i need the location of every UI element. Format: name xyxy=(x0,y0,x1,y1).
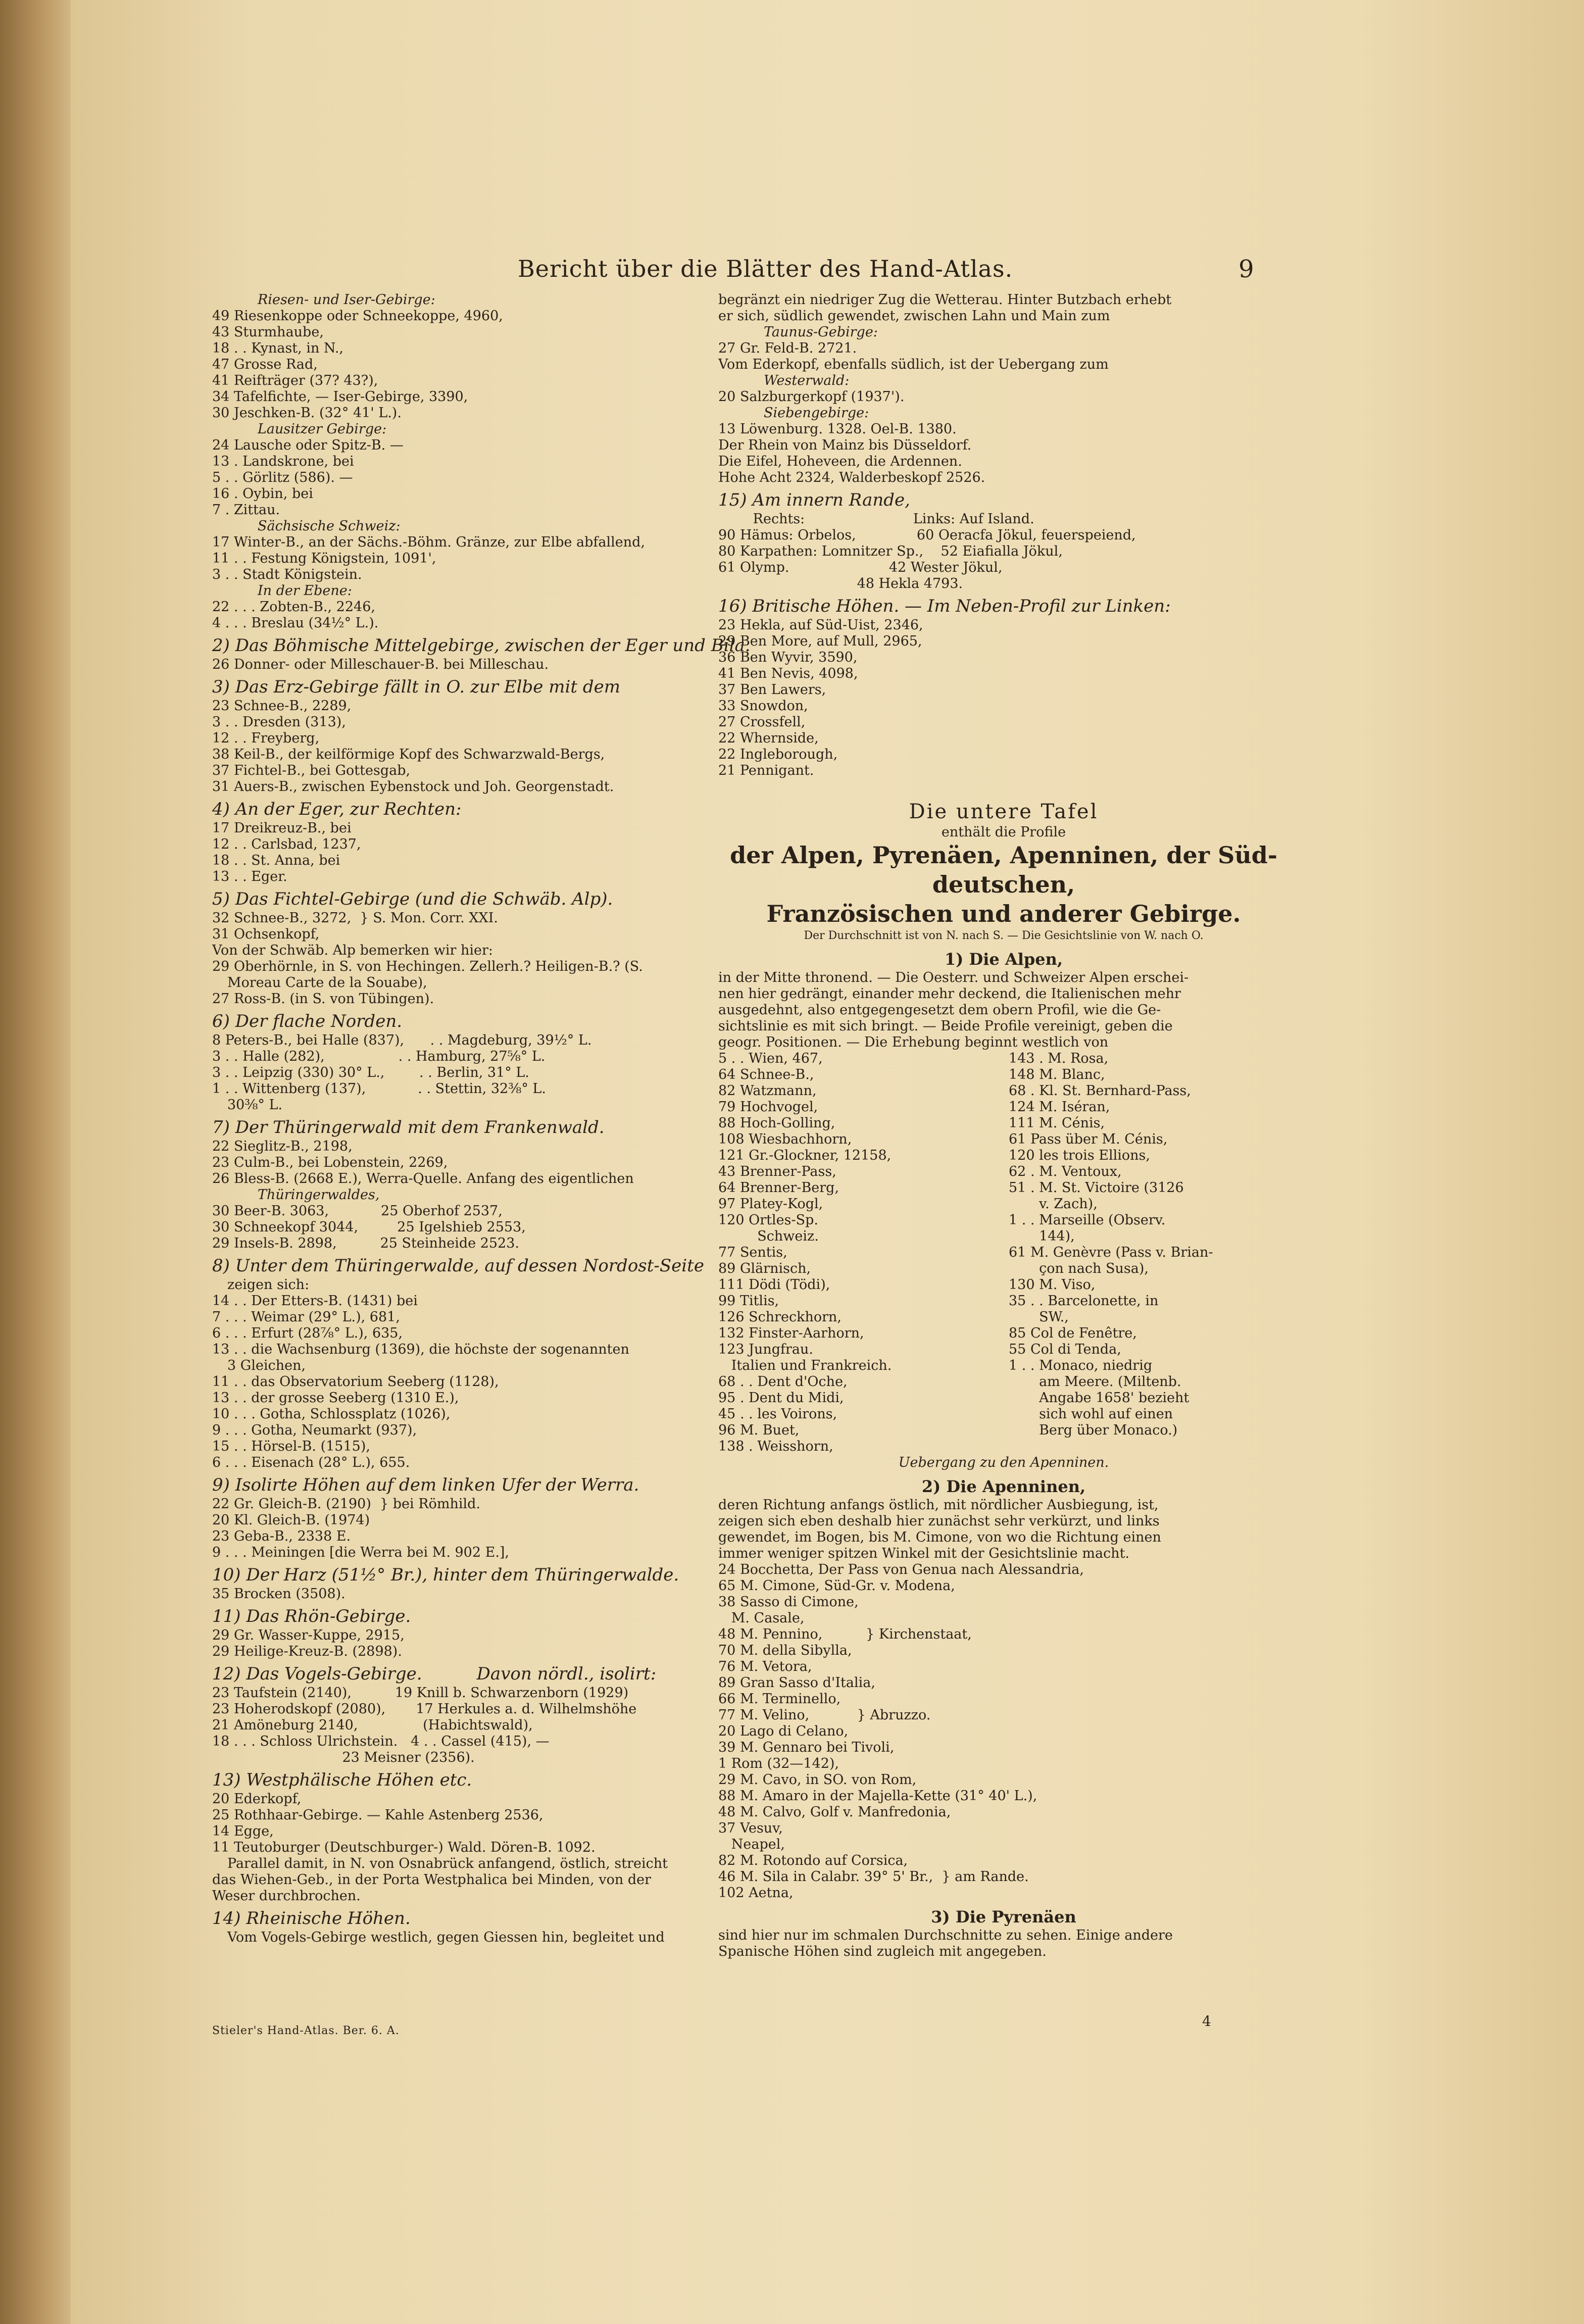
list-item: 39 M. Gennaro bei Tivoli, xyxy=(718,1740,895,1755)
text-line: das Wiehen-Geb., in der Porta Westphalica bei Minden, von der xyxy=(212,1872,651,1888)
book-spine-shadow xyxy=(0,0,71,2324)
list-item: Berg über Monaco.) xyxy=(1009,1422,1178,1438)
text-line: 23 Culm-B., bei Lobenstein, 2269, xyxy=(212,1155,448,1170)
text-line: 4 . . . Breslau (34½° L.). xyxy=(212,615,379,631)
list-item: 61 M. Genèvre (Pass v. Brian- xyxy=(1009,1245,1213,1260)
text-line: sind hier nur im schmalen Durchschnitte zu sehen. Einige andere xyxy=(718,1927,1173,1943)
text-line: 18 . . Kynast, in N., xyxy=(212,340,343,356)
text-line: ausgedehnt, also entgegengesetzt dem obern Profil, wie die Ge- xyxy=(718,1002,1161,1018)
list-item: 97 Platey-Kogl, xyxy=(718,1196,823,1212)
text-line: 11 . . Festung Königstein, 1091', xyxy=(212,551,436,566)
text-line: 9) Isolirte Höhen auf dem linken Ufer der Werra. xyxy=(212,1475,639,1495)
text-line: Sächsische Schweiz: xyxy=(258,518,401,534)
text-line: 1 . . Wittenberg (137), . . Stettin, 32⅜° L. xyxy=(212,1081,546,1097)
text-line: 26 Bless-B. (2668 E.), Werra-Quelle. Anfang des eigentlichen xyxy=(212,1171,634,1186)
text-line: 22 Gr. Gleich-B. (2190) } bei Römhild. xyxy=(212,1496,480,1512)
list-item: 37 Vesuv, xyxy=(718,1820,783,1836)
text-line: Riesen- und Iser-Gebirge: xyxy=(258,292,435,308)
apenninen-heading: 2) Die Apenninen, xyxy=(921,1477,1086,1496)
list-item: 20 Lago di Celano, xyxy=(718,1723,849,1739)
list-item: 65 M. Cimone, Süd-Gr. v. Modena, xyxy=(718,1578,955,1594)
tafel-subline: enthält die Profile xyxy=(941,824,1066,840)
alpen-list-right xyxy=(1009,1051,1289,1455)
text-line: 7 . Zittau. xyxy=(212,502,280,518)
text-line: 18 . . St. Anna, bei xyxy=(212,853,340,868)
list-item: 89 Glärnisch, xyxy=(718,1261,811,1276)
text-line: 61 Olymp. 42 Wester Jökul, xyxy=(718,560,1003,575)
text-line: 27 Ross-B. (in S. von Tübingen). xyxy=(212,991,434,1007)
text-line: 29 Gr. Wasser-Kuppe, 2915, xyxy=(212,1627,405,1643)
left-column xyxy=(212,292,773,1946)
list-item: gewendet, im Bogen, bis M. Cimone, von wo die Richtung einen xyxy=(718,1529,1161,1545)
text-line: Spanische Höhen sind zugleich mit angegeben. xyxy=(718,1944,1047,1959)
page-number: 9 xyxy=(1239,255,1254,283)
text-line: 10) Der Harz (51½° Br.), hinter dem Thüringerwalde. xyxy=(212,1565,679,1585)
text-line: 13) Westphälische Höhen etc. xyxy=(212,1770,472,1790)
list-item: 82 Watzmann, xyxy=(718,1083,817,1099)
text-line: 11 Teutoburger (Deutschburger-) Wald. Dören-B. 1092. xyxy=(212,1840,596,1855)
text-line: 13 Löwenburg. 1328. Oel-B. 1380. xyxy=(718,421,957,437)
list-item: 126 Schreckhorn, xyxy=(718,1309,842,1325)
list-item: 123 Jungfrau. xyxy=(718,1342,813,1357)
text-line: 2) Das Böhmische Mittelgebirge, zwischen der Eger und Bila. xyxy=(212,635,751,656)
text-line: 22 Whernside, xyxy=(718,730,819,746)
text-line: 80 Karpathen: Lomnitzer Sp., 52 Eiafialla Jökul, xyxy=(718,543,1063,559)
text-line: 18 . . . Schloss Ulrichstein. 4 . . Cassel (415), — xyxy=(212,1734,550,1749)
text-line: 20 Ederkopf, xyxy=(212,1791,302,1807)
text-line: Von der Schwäb. Alp bemerken wir hier: xyxy=(212,943,493,958)
text-line: 22 Ingleborough, xyxy=(718,747,838,762)
footer-signature: Stieler's Hand-Atlas. Ber. 6. A. xyxy=(212,2024,400,2037)
text-line: 14 . . Der Etters-B. (1431) bei xyxy=(212,1293,418,1309)
atlas-page xyxy=(71,0,1584,2324)
list-item: 1 . . Monaco, niedrig xyxy=(1009,1358,1153,1373)
list-item: 111 M. Cénis, xyxy=(1009,1115,1105,1131)
list-item: çon nach Susa), xyxy=(1009,1261,1149,1276)
list-item: 77 M. Velino, } Abruzzo. xyxy=(718,1707,931,1723)
text-line: begränzt ein niedriger Zug die Wetterau. Hinter Butzbach erhebt xyxy=(718,292,1172,308)
text-line: 3 Gleichen, xyxy=(227,1358,306,1373)
text-line: 13 . . der grosse Seeberg (1310 E.), xyxy=(212,1390,459,1406)
text-line: Siebengebirge: xyxy=(764,405,869,421)
text-line: 11) Das Rhön-Gebirge. xyxy=(212,1606,411,1626)
text-line: 26 Donner- oder Milleschauer-B. bei Milleschau. xyxy=(212,657,549,672)
text-line: 23 Hoherodskopf (2080), 17 Herkules a. d. Wilhelmshöhe xyxy=(212,1701,637,1717)
text-line: 17 Winter-B., an der Sächs.-Böhm. Gränze, zur Elbe abfallend, xyxy=(212,534,646,550)
text-line: 12 . . Freyberg, xyxy=(212,730,320,746)
text-line: 3 . . Halle (282), . . Hamburg, 27⅝° L. xyxy=(212,1049,546,1064)
text-line: 33 Snowdon, xyxy=(718,698,808,714)
list-item: v. Zach), xyxy=(1009,1196,1098,1212)
text-line: 38 Keil-B., der keilförmige Kopf des Schwarzwald-Bergs, xyxy=(212,747,605,762)
text-line: 13 . . die Wachsenburg (1369), die höchste der sogenannten xyxy=(212,1342,629,1357)
list-item: 148 M. Blanc, xyxy=(1009,1067,1105,1082)
text-line: Weser durchbrochen. xyxy=(212,1888,361,1904)
list-item: Italien und Frankreich. xyxy=(718,1358,892,1373)
text-line: 41 Reifträger (37? 43?), xyxy=(212,373,378,388)
text-line: 13 . . Eger. xyxy=(212,869,287,884)
text-line: 20 Salzburgerkopf (1937'). xyxy=(718,389,905,405)
text-line: 3 . . Leipzig (330) 30° L., . . Berlin, 31° L. xyxy=(212,1065,529,1080)
list-item: 35 . . Barcelonette, in xyxy=(1009,1293,1159,1309)
list-item: immer weniger spitzen Winkel mit der Gesichtslinie macht. xyxy=(718,1546,1130,1561)
text-line: 37 Ben Lawers, xyxy=(718,682,826,698)
list-item: 62 . M. Ventoux, xyxy=(1009,1164,1122,1179)
list-item: 88 M. Amaro in der Majella-Kette (31° 40' L.), xyxy=(718,1788,1037,1804)
list-item: 144), xyxy=(1009,1228,1075,1244)
list-item: 29 M. Cavo, in SO. von Rom, xyxy=(718,1772,917,1788)
text-line: 29 Insels-B. 2898, 25 Steinheide 2523. xyxy=(212,1235,520,1251)
list-item: 79 Hochvogel, xyxy=(718,1099,818,1115)
page-title: Bericht über die Blätter des Hand-Atlas. xyxy=(518,255,1013,282)
text-line: 31 Ochsenkopf, xyxy=(212,926,320,942)
footer-sheet-number: 4 xyxy=(1202,2013,1211,2030)
tafel-heading: Die untere Tafel xyxy=(909,800,1099,823)
text-line: 15 . . Hörsel-B. (1515), xyxy=(212,1439,370,1454)
list-item: 5 . . Wien, 467, xyxy=(718,1051,823,1066)
text-line: 8) Unter dem Thüringerwalde, auf dessen Nordost-Seite xyxy=(212,1256,704,1276)
text-line: Hohe Acht 2324, Walderbeskopf 2526. xyxy=(718,470,985,485)
text-line: 43 Sturmhaube, xyxy=(212,324,324,340)
text-line: 25 Rothhaar-Gebirge. — Kahle Astenberg 2536, xyxy=(212,1807,543,1823)
list-item: 95 . Dent du Midi, xyxy=(718,1390,844,1406)
list-item: 96 M. Buet, xyxy=(718,1422,800,1438)
text-line: 23 Geba-B., 2338 E. xyxy=(212,1528,351,1544)
text-line: 22 . . . Zobten-B., 2246, xyxy=(212,599,375,615)
text-line: 23 Meisner (2356). xyxy=(212,1750,475,1765)
text-line: 6) Der flache Norden. xyxy=(212,1011,403,1031)
text-line: sichtslinie es mit sich bringt. — Beide Profile vereinigt, geben die xyxy=(718,1018,1173,1034)
list-item: 99 Titlis, xyxy=(718,1293,779,1309)
list-item: 89 Gran Sasso d'Italia, xyxy=(718,1675,875,1691)
list-item: deren Richtung anfangs östlich, mit nördlicher Ausbiegung, ist, xyxy=(718,1497,1159,1513)
text-line: 5) Das Fichtel-Gebirge (und die Schwäb. Alp). xyxy=(212,889,613,909)
tafel-title-line-2: Französischen und anderer Gebirge. xyxy=(766,900,1241,927)
text-line: 48 Hekla 4793. xyxy=(718,576,963,591)
list-item: 70 M. della Sibylla, xyxy=(718,1643,852,1658)
text-line: Vom Ederkopf, ebenfalls südlich, ist der Uebergang zum xyxy=(718,357,1109,372)
alpen-end: Uebergang zu den Apenninen. xyxy=(898,1455,1109,1470)
text-line: in der Mitte thronend. — Die Oesterr. und Schweizer Alpen erschei- xyxy=(718,970,1189,985)
text-line: 9 . . . Meiningen [die Werra bei M. 902 E.], xyxy=(212,1545,510,1560)
text-line: 6 . . . Erfurt (28⅞° L.), 635, xyxy=(212,1325,403,1341)
text-line: 23 Schnee-B., 2289, xyxy=(212,698,352,714)
list-item: zeigen sich eben deshalb hier zunächst sehr verkürzt, und links xyxy=(718,1513,1160,1529)
list-item: am Meere. (Miltenb. xyxy=(1009,1374,1181,1390)
text-line: 30 Beer-B. 3063, 25 Oberhof 2537, xyxy=(212,1203,503,1219)
list-item: 48 M. Pennino, } Kirchenstaat, xyxy=(718,1626,972,1642)
list-item: 82 M. Rotondo auf Corsica, xyxy=(718,1853,908,1868)
text-line: geogr. Positionen. — Die Erhebung beginnt westlich von xyxy=(718,1034,1109,1050)
list-item: Schweiz. xyxy=(718,1228,819,1244)
text-line: 47 Grosse Rad, xyxy=(212,357,318,372)
text-line: 20 Kl. Gleich-B. (1974) xyxy=(212,1512,370,1528)
list-item: Angabe 1658' bezieht xyxy=(1009,1390,1190,1406)
apenninen-list xyxy=(718,1497,1289,1901)
alpen-lists xyxy=(718,1051,1289,1455)
list-item: 111 Dödi (Tödi), xyxy=(718,1277,830,1293)
text-line: 29 Ben More, auf Mull, 2965, xyxy=(718,633,922,649)
text-line: 21 Amöneburg 2140, (Habichtswald), xyxy=(212,1717,533,1733)
alpen-intro xyxy=(718,970,1289,1051)
text-line: 49 Riesenkoppe oder Schneekoppe, 4960, xyxy=(212,308,503,324)
list-item: 64 Brenner-Berg, xyxy=(718,1180,839,1196)
list-item: 120 Ortles-Sp. xyxy=(718,1212,818,1228)
text-line: Thüringerwaldes, xyxy=(258,1187,380,1203)
text-line: 27 Crossfell, xyxy=(718,714,806,730)
text-line: 3 . . Stadt Königstein. xyxy=(212,567,362,582)
list-item: 77 Sentis, xyxy=(718,1245,787,1260)
list-item: 24 Bocchetta, Der Pass von Genua nach Alessandria, xyxy=(718,1562,1084,1577)
pyrenaeen-heading: 3) Die Pyrenäen xyxy=(931,1907,1076,1926)
text-line: 31 Auers-B., zwischen Eybenstock und Joh. Georgenstadt. xyxy=(212,779,614,795)
list-item: M. Casale, xyxy=(718,1610,805,1626)
text-line: 35 Brocken (3508). xyxy=(212,1586,345,1602)
text-line: In der Ebene: xyxy=(258,583,352,599)
text-line: Vom Vogels-Gebirge westlich, gegen Giessen hin, begleitet und xyxy=(227,1930,665,1945)
list-item: 1 . . Marseille (Observ. xyxy=(1009,1212,1166,1228)
list-item: 64 Schnee-B., xyxy=(718,1067,814,1082)
text-line: 10 . . . Gotha, Schlossplatz (1026), xyxy=(212,1406,451,1422)
text-line: 4) An der Eger, zur Rechten: xyxy=(212,799,462,819)
text-line: Die Eifel, Hoheveen, die Ardennen. xyxy=(718,454,962,469)
pyrenaeen-text xyxy=(718,1927,1289,1960)
text-line: 15) Am innern Rande, xyxy=(718,490,910,510)
text-line: 12) Das Vogels-Gebirge. Davon nördl., isolirt: xyxy=(212,1664,657,1684)
text-line: 13 . Landskrone, bei xyxy=(212,454,354,469)
list-item: sich wohl auf einen xyxy=(1009,1406,1173,1422)
text-line: 34 Tafelfichte, — Iser-Gebirge, 3390, xyxy=(212,389,468,405)
text-line: 6 . . . Eisenach (28° L.), 655. xyxy=(212,1455,410,1470)
text-line: 32 Schnee-B., 3272, } S. Mon. Corr. XXI. xyxy=(212,910,498,926)
right-column xyxy=(718,292,1289,1960)
text-line: 16 . Oybin, bei xyxy=(212,486,313,502)
list-item: 120 les trois Ellions, xyxy=(1009,1148,1150,1163)
text-line: Westerwald: xyxy=(764,373,850,388)
list-item: Neapel, xyxy=(718,1837,785,1852)
list-item: 88 Hoch-Golling, xyxy=(718,1115,835,1131)
list-item: 1 Rom (32—142), xyxy=(718,1756,839,1771)
list-item: 38 Sasso di Cimone, xyxy=(718,1594,859,1610)
text-line: Taunus-Gebirge: xyxy=(764,324,878,340)
text-line: zeigen sich: xyxy=(227,1277,310,1293)
list-item: 138 . Weisshorn, xyxy=(718,1439,833,1454)
alpen-list-left xyxy=(718,1051,999,1455)
text-line: Parallel damit, in N. von Osnabrück anfangend, östlich, streicht xyxy=(227,1856,668,1871)
list-item: 102 Aetna, xyxy=(718,1885,794,1901)
text-line: 8 Peters-B., bei Halle (837), . . Magdeburg, 39½° L. xyxy=(212,1032,592,1048)
text-line: 11 . . das Observatorium Seeberg (1128), xyxy=(212,1374,499,1390)
text-line: 16) Britische Höhen. — Im Neben-Profil zur Linken: xyxy=(718,596,1171,616)
text-line: 27 Gr. Feld-B. 2721. xyxy=(718,340,857,356)
list-item: 46 M. Sila in Calabr. 39° 5' Br., } am Rande. xyxy=(718,1869,1029,1885)
list-item: 121 Gr.-Glockner, 12158, xyxy=(718,1148,892,1163)
tafel-title-line-1: der Alpen, Pyrenäen, Apenninen, der Süd-deutschen, xyxy=(730,842,1277,898)
list-item: 124 M. Iséran, xyxy=(1009,1099,1110,1115)
text-line: 41 Ben Nevis, 4098, xyxy=(718,666,858,681)
text-line: 29 Oberhörnle, in S. von Hechingen. Zellerh.? Heiligen-B.? (S. xyxy=(212,959,643,974)
text-line: 3) Das Erz-Gebirge fällt in O. zur Elbe mit dem xyxy=(212,677,620,697)
text-line: 7 . . . Weimar (29° L.), 681, xyxy=(212,1309,400,1325)
list-item: 61 Pass über M. Cénis, xyxy=(1009,1131,1168,1147)
list-item: 76 M. Vetora, xyxy=(718,1659,812,1674)
text-line: nen hier gedrängt, einander mehr deckend, die Italienischen mehr xyxy=(718,986,1181,1002)
text-line: er sich, südlich gewendet, zwischen Lahn und Main zum xyxy=(718,308,1110,324)
text-line: 5 . . Görlitz (586). — xyxy=(212,470,353,485)
text-line: 30 Schneekopf 3044, 25 Igelshieb 2553, xyxy=(212,1219,526,1235)
list-item: 55 Col di Tenda, xyxy=(1009,1342,1121,1357)
list-item: 85 Col de Fenêtre, xyxy=(1009,1325,1137,1341)
text-line: 17 Dreikreuz-B., bei xyxy=(212,820,352,836)
text-line: Moreau Carte de la Souabe), xyxy=(227,975,427,991)
list-item: 48 M. Calvo, Golf v. Manfredonia, xyxy=(718,1804,951,1820)
text-line: 30⅜° L. xyxy=(227,1097,283,1113)
text-line: 12 . . Carlsbad, 1237, xyxy=(212,836,361,852)
list-item: 108 Wiesbachhorn, xyxy=(718,1131,852,1147)
text-line: 36 Ben Wyvir, 3590, xyxy=(718,650,858,665)
list-item: 130 M. Viso, xyxy=(1009,1277,1096,1293)
text-line: 3 . . Dresden (313), xyxy=(212,714,346,730)
text-line: 22 Sieglitz-B., 2198, xyxy=(212,1139,353,1154)
text-line: 14 Egge, xyxy=(212,1823,274,1839)
list-item: 132 Finster-Aarhorn, xyxy=(718,1325,864,1341)
text-line: 29 Heilige-Kreuz-B. (2898). xyxy=(212,1644,402,1659)
list-item: 43 Brenner-Pass, xyxy=(718,1164,836,1179)
list-item: 45 . . les Voirons, xyxy=(718,1406,837,1422)
text-line: 21 Pennigant. xyxy=(718,763,814,778)
text-line: 30 Jeschken-B. (32° 41' L.). xyxy=(212,405,402,421)
text-line: 24 Lausche oder Spitz-B. — xyxy=(212,437,404,453)
list-item: SW., xyxy=(1009,1309,1069,1325)
list-item: 68 . . Dent d'Oche, xyxy=(718,1374,848,1390)
text-line: 90 Hämus: Orbelos, 60 Oeracfa Jökul, feuerspeiend, xyxy=(718,527,1136,543)
list-item: 68 . Kl. St. Bernhard-Pass, xyxy=(1009,1083,1191,1099)
text-line: Der Rhein von Mainz bis Düsseldorf. xyxy=(718,437,972,453)
text-line: 23 Taufstein (2140), 19 Knill b. Schwarzenborn (1929) xyxy=(212,1685,629,1701)
list-item: 143 . M. Rosa, xyxy=(1009,1051,1109,1066)
text-line: Lausitzer Gebirge: xyxy=(258,421,387,437)
right-column-lists xyxy=(718,292,1289,779)
text-line: 7) Der Thüringerwald mit dem Frankenwald. xyxy=(212,1117,605,1138)
text-line: 14) Rheinische Höhen. xyxy=(212,1908,411,1929)
text-line: Rechts: Links: Auf Island. xyxy=(718,511,1034,527)
text-line: 9 . . . Gotha, Neumarkt (937), xyxy=(212,1422,417,1438)
list-item: 66 M. Terminello, xyxy=(718,1691,841,1707)
list-item: 51 . M. St. Victoire (3126 xyxy=(1009,1180,1184,1196)
text-line: 37 Fichtel-B., bei Gottesgab, xyxy=(212,763,411,778)
tafel-note: Der Durchschnitt ist von N. nach S. — Die Gesichtslinie von W. nach O. xyxy=(804,929,1204,942)
page-header xyxy=(71,255,1584,285)
alpen-heading: 1) Die Alpen, xyxy=(944,950,1063,969)
text-line: 23 Hekla, auf Süd-Uist, 2346, xyxy=(718,617,923,633)
